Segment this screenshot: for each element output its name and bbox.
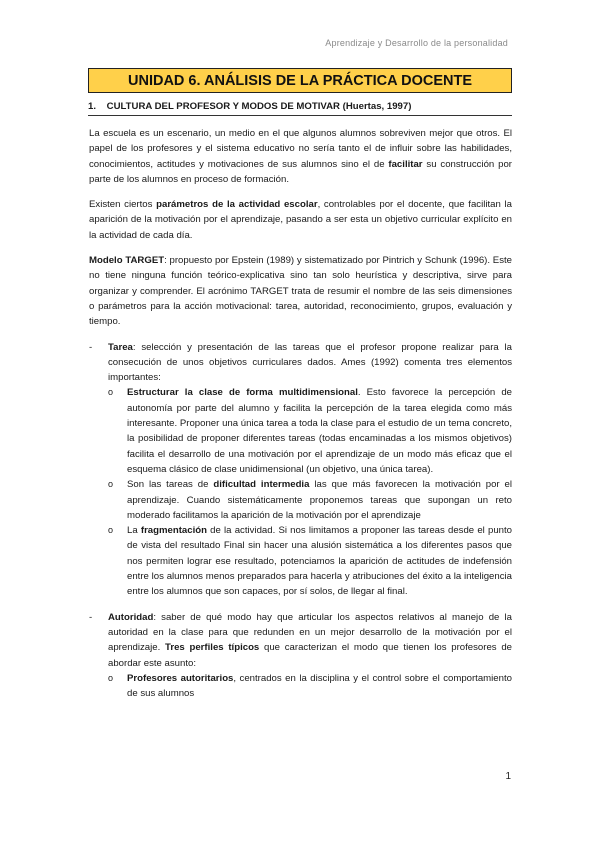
p3-bold: Modelo TARGET (89, 255, 165, 267)
paragraph-2 (89, 197, 512, 243)
sub2-bold: dificultad intermedia (213, 479, 310, 491)
p2-bold: parámetros de la actividad escolar (156, 199, 318, 211)
sub-item-autoritarios (108, 671, 512, 702)
dash-marker: - (89, 341, 93, 353)
p1-text-a: La escuela es un escenario, un medio en el que algunos alumnos sobreviven mejor que otros. El papel de los profesores y el sistema educativo no sería tanto el de influir sobre las habilidades, conocimientos, actitudes y motivaciones de sus alumnos sino el de (89, 128, 512, 170)
bullet-marker: o (108, 672, 114, 683)
autoridad-sublist (108, 671, 512, 702)
page-number: 1 (505, 771, 511, 782)
sub-item-multidimensional (108, 385, 512, 477)
sub1-bold: Estructurar la clase de forma multidimensional (127, 387, 358, 399)
p2-text-c: , controlables por el docente, que facilitan la aparición de la motivación por el aprendizaje, pasando a ser esta un objetivo curricular explícito en la actividad de cada día. (89, 199, 512, 241)
unit-title: UNIDAD 6. ANÁLISIS DE LA PRÁCTICA DOCENTE (88, 68, 512, 93)
sub-item-fragmentacion (108, 523, 512, 599)
autoridad-text-2: que caracterizan el modo que tienen los profesores de abordar este asunto: (108, 642, 512, 669)
sub2-text: las que más favorecen la motivación por el aprendizaje. Cuando sistemáticamente proponemos tareas que supongan un reto moderado facilitamos la aparición de la motivación por el aprendizaje (127, 479, 512, 521)
section-heading (88, 101, 512, 116)
bullet-marker: o (108, 387, 114, 398)
paragraph-3 (89, 253, 512, 329)
list-item-tarea (89, 340, 512, 600)
p3-text: : propuesto por Epstein (1989) y sistematizado por Pintrich y Schunk (1996). Este no tiene ninguna función teórico-explicativa sino tan solo heurística y descriptiva, sirve para organizar y comprender. El acrónimo TARGET trata de resumir el nombre de las seis dimensiones o parámetros para la acción motivacional: tarea, autoridad, reconocimiento, grupos, evaluación y tiempo. (89, 255, 512, 328)
sub-item-dificultad (108, 477, 512, 523)
sub2-text-a: Son las tareas de (127, 479, 214, 491)
sub3-text: de la actividad. Si nos limitamos a proponer las tareas desde el punto de vista del resultado Final sin hacer una alusión sistemática a los diferentes pasos que nos permiten lograr ese resultado, potenciamos la aparición de actitudes de indefensión entre los alumnos menos preparados para hacerla y atribuciones del éxito a la inteligencia entre los alumnos que son capaces, por sí solos, de llegar al final. (127, 525, 512, 598)
bullet-marker: o (108, 525, 114, 536)
list-item-autoridad (89, 610, 512, 702)
bullet-marker: o (108, 479, 114, 490)
tarea-text: : selección y presentación de las tareas que el profesor propone realizar para la consecución de unos objetivos curriculares dados. Ames (1992) comenta tres elementos importantes: (108, 341, 512, 384)
section-number: 1. (88, 101, 97, 112)
p1-bold: facilitar (388, 158, 423, 170)
tarea-sublist (108, 385, 512, 599)
dash-marker: - (89, 611, 93, 623)
sub3-text-a: La (127, 525, 141, 537)
autoridad-bold: Tres perfiles típicos (165, 642, 260, 654)
sub3-bold: fragmentación (140, 525, 207, 537)
autoridad-text: : saber de qué modo hay que articular los aspectos relativos al manejo de la autoridad en la clase para que redunden en un mejor desarrollo de la motivación por el aprendizaje. (108, 611, 512, 654)
autoridad-label: Autoridad (108, 611, 154, 623)
section-title: CULTURA DEL PROFESOR Y MODOS DE MOTIVAR (Huertas, 1997) (106, 101, 412, 112)
document-body (89, 126, 512, 701)
autoritarios-text: , centrados en la disciplina y el control sobre el comportamiento de sus alumnos (127, 672, 512, 700)
p1-text-c: su construcción por parte de los alumnos en proceso de formación. (89, 158, 512, 185)
paragraph-1 (89, 126, 512, 187)
sub1-text: . Esto favorece la percepción de autonomía por parte del alumno y facilita la percepción de la tarea elegida como más interesante. Proponer una única tarea a toda la clase para el estudio de un tema concreto, la posibilidad de proponer diferentes tareas (todas encaminadas a los mismos objetivos) facilita el desarrollo de una motivación por el aprendizaje de un modo más eficaz que el esquema clásico de clase unidimensional (un objetivo, una única tarea). (127, 387, 513, 475)
running-header: Aprendizaje y Desarrollo de la personalidad (325, 38, 508, 48)
p2-text-a: Existen ciertos (89, 199, 157, 211)
tarea-label: Tarea (108, 341, 133, 353)
autoritarios-bold: Profesores autoritarios (127, 672, 234, 684)
